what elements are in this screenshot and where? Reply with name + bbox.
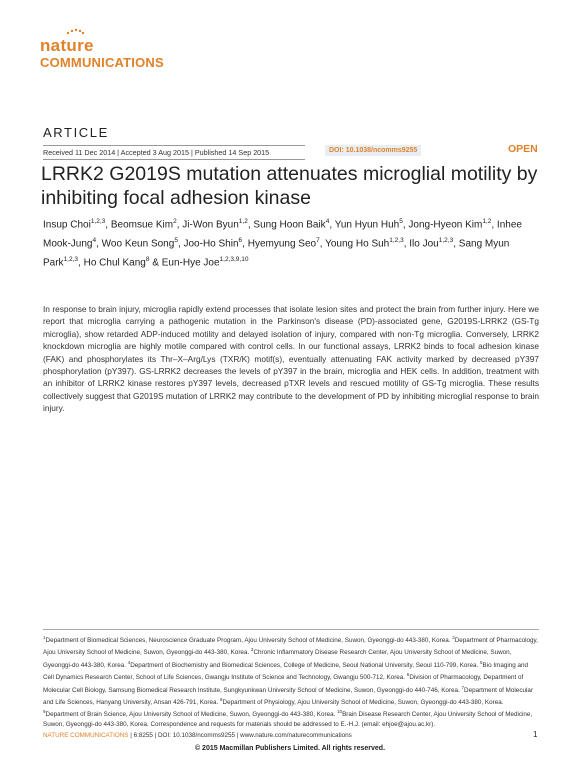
author-separator: , xyxy=(105,219,111,231)
author-name: Ji-Won Byun xyxy=(182,219,239,231)
affiliation-number: 8 xyxy=(220,696,223,702)
affiliation-number: 5 xyxy=(480,659,483,665)
author-name: Ilo Jou xyxy=(409,238,439,250)
author-affiliation-marker: 1,2,3,9,10 xyxy=(219,255,249,263)
article-type-label: ARTICLE xyxy=(43,125,109,140)
author-separator: , xyxy=(329,219,335,231)
author-separator: & xyxy=(149,256,162,268)
journal-logo[interactable] xyxy=(38,28,198,72)
open-access-label: OPEN xyxy=(508,143,538,155)
logo-communications-text: COMMUNICATIONS xyxy=(40,55,164,70)
affiliation-number: 3 xyxy=(250,647,254,653)
author-affiliation-marker: 4 xyxy=(92,236,97,244)
author-separator: , xyxy=(247,219,254,231)
author-separator: , xyxy=(176,219,183,231)
author-affiliation-marker: 7 xyxy=(316,236,320,244)
author-affiliation-marker: 6 xyxy=(238,236,243,244)
affiliation-text: Department of Molecular and Life Sciences, Hanyang University, Ansan 426-791, Korea. xyxy=(43,686,533,707)
affiliation-text: Bio Imaging and Cell Dynamics Research Center, School of Life Sciences, Gwangju Institute of Science and Technology, Gwangju 500-712, Korea. xyxy=(43,661,529,682)
affiliation-text: Department of Physiology, Ajou University School of Medicine, Suwon, Gyeonggi-do 443-380, Korea. xyxy=(222,699,504,707)
doi-badge[interactable]: DOI: 10.1038/ncomms9255 xyxy=(325,145,421,156)
affiliation-text: Division of Pharmacology, Department of Molecular Cell Biology, Samsung Biomedical Research Institute, Sungkyunkwan University School of Medicine, Suwon, Gyeonggi-do 440-746, Korea. xyxy=(43,674,524,694)
author-separator: , xyxy=(177,238,184,250)
affiliation-number: 10 xyxy=(337,709,343,715)
author-name: Insup Choi xyxy=(43,219,91,231)
footer-citation xyxy=(43,732,352,739)
publication-dates: Received 11 Dec 2014 | Accepted 3 Aug 2015 | Published 14 Sep 2015 xyxy=(43,145,305,160)
author-name: Sung Hoon Baik xyxy=(253,219,326,231)
affiliation-text: Department of Biomedical Sciences, Neuroscience Graduate Program, Ajou University School of Medicine, Suwon, Gyeonggi-do 443-380, Korea. xyxy=(45,637,453,645)
author-name: Jong-Hyeon Kim xyxy=(408,219,483,231)
author-name: Sang Myun Park xyxy=(43,238,510,268)
affiliation-text: Department of Brain Science, Ajou University School of Medicine, Suwon, Gyeonggi-do 443-380, Korea. xyxy=(45,711,338,719)
affiliation-text: Chronic Inflammatory Disease Research Center, Ajou University School of Medicine, Suwon, Gyeonggi-do 443-380, Korea. xyxy=(43,649,512,669)
author-affiliation-marker: 1,2,3 xyxy=(438,236,454,244)
author-list xyxy=(43,214,543,270)
affiliations xyxy=(43,629,539,729)
author-separator: , xyxy=(96,238,102,250)
author-name: Inhee Mook-Jung xyxy=(43,219,522,250)
author-separator: , xyxy=(403,238,410,250)
abstract: In response to brain injury, microglia rapidly extend processes that isolate lesion sites and protect the brain from further injury. Here we report that microglia carrying a pathogenic mutation in the Parkinson's disease (PD)-associated gene, G2019S-LRRK2 (GS-Tg microglia), show retarded ADP-induced motility and delayed isolation of injury, compared with non-Tg microglia. Conversely, LRRK2 knockdown microglia are highly motile compared with control cells. In our functional assays, LRRK2 binds to focal adhesion kinase (FAK) and phosphorylates its Thr–X–Arg/Lys (TXR/K) motif(s), eventually attenuating FAK activity marked by decreased pY397 phosphorylation (pY397). GS-LRRK2 decreases the levels of pY397 in the brain, microglia and HEK cells. In addition, treatment with an inhibitor of LRRK2 kinase restores pY397 levels, decreased pTXR levels and rescued motility of GS-Tg microglia. These results collectively suggest that G2019S mutation of LRRK2 may contribute to the development of PD by inhibiting microglial response to brain injury. xyxy=(43,304,539,414)
footer-journal-name: NATURE COMMUNICATIONS xyxy=(43,732,129,739)
author-name: Woo Keun Song xyxy=(101,238,175,250)
author-separator: , xyxy=(402,219,409,231)
affiliation-number: 4 xyxy=(127,659,131,665)
affiliation-text: Brain Disease Research Center, Ajou University School of Medicine, Suwon, Gyeonggi-do 443-380, Korea. Correspondence and requests for materials should be addressed to E.-H.J. (email: ehjoe@ajou.ac.kr). xyxy=(43,711,533,728)
affiliation-number: 7 xyxy=(461,684,465,690)
author-name: Beomsue Kim xyxy=(110,219,174,231)
footer-citation-text: | 6:8255 | DOI: 10.1038/ncomms9255 | www.nature.com/naturecommunications xyxy=(128,732,352,739)
author-separator: , xyxy=(242,238,248,250)
author-affiliation-marker: 1,2,3 xyxy=(90,218,106,225)
author-affiliation-marker: 1,2 xyxy=(238,218,248,225)
affiliation-number: 1 xyxy=(43,635,46,640)
affiliation-number: 9 xyxy=(43,709,46,715)
author-separator: , xyxy=(453,238,459,250)
author-affiliation-marker: 1,2 xyxy=(482,218,492,225)
affiliation-text: Department of Biochemistry and Biomedical Sciences, College of Medicine, Seoul National University, Seoul 110-799, Korea. xyxy=(130,661,481,669)
copyright-notice: © 2015 Macmillan Publishers Limited. All rights reserved. xyxy=(194,745,386,752)
author-name: Hyemyung Seo xyxy=(247,238,317,250)
logo-nature-text: nature xyxy=(40,36,94,55)
article-title: LRRK2 G2019S mutation attenuates microglial motility by inhibiting focal adhesion kinase xyxy=(41,163,538,209)
affiliation-number: 6 xyxy=(406,672,410,678)
author-affiliation-marker: 8 xyxy=(145,255,150,263)
affiliation-number: 2 xyxy=(452,635,455,640)
author-affiliation-marker: 2 xyxy=(173,218,177,225)
author-name: Young Ho Suh xyxy=(325,238,390,250)
author-name: Yun Hyun Huh xyxy=(334,219,400,231)
author-affiliation-marker: 1,2,3 xyxy=(63,255,79,263)
author-separator: , xyxy=(491,219,497,231)
author-affiliation-marker: 5 xyxy=(174,236,178,244)
author-name: Joo-Ho Shin xyxy=(183,238,239,250)
affiliation-text: Department of Pharmacology, Ajou University School of Medicine, Suwon, Gyeonggi-do 443-380, Korea. xyxy=(43,637,538,657)
author-affiliation-marker: 4 xyxy=(325,218,330,225)
author-name: Ho Chul Kang xyxy=(83,256,146,268)
author-separator: , xyxy=(319,238,326,250)
author-affiliation-marker: 1,2,3 xyxy=(389,236,404,244)
author-name: Eun-Hye Joe xyxy=(161,256,220,268)
author-affiliation-marker: 5 xyxy=(399,218,403,225)
author-separator: , xyxy=(78,256,84,268)
page-number: 1 xyxy=(533,730,538,739)
